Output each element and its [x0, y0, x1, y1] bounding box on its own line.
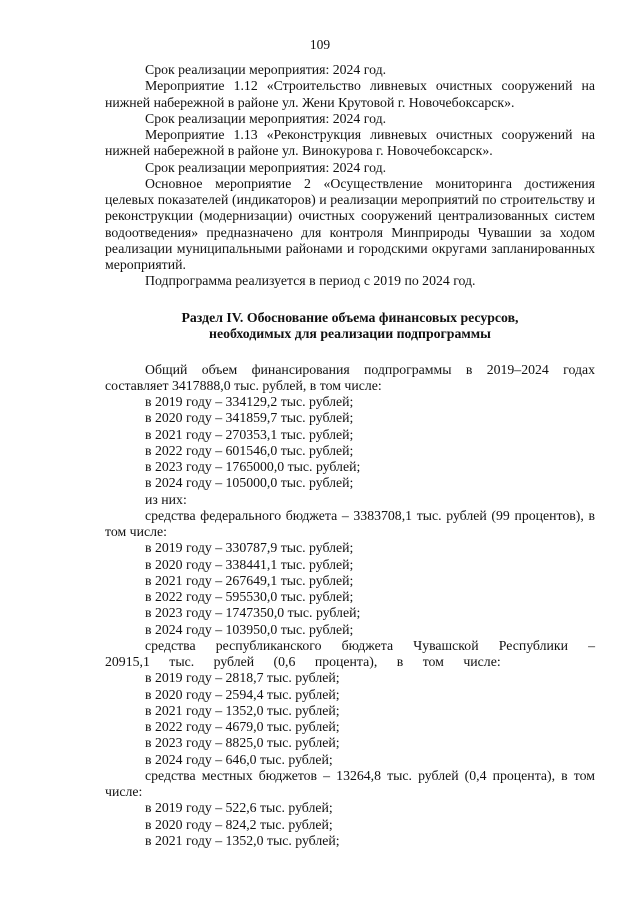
federal-year-2021: в 2021 году – 267649,1 тыс. рублей; — [145, 572, 354, 588]
local-year-2020: в 2020 году – 824,2 тыс. рублей; — [145, 816, 333, 832]
paragraph-measure-1-13: Мероприятие 1.13 «Реконструкция ливневых очистных сооружений на нижней набережной в районе ул. Винокурова г. Новочебоксарск». — [105, 127, 595, 159]
total-year-2023: в 2023 году – 1765000,0 тыс. рублей; — [145, 459, 361, 474]
republic-year-2021: в 2021 году – 1352,0 тыс. рублей; — [145, 702, 340, 718]
federal-year-2020: в 2020 году – 338441,1 тыс. рублей; — [145, 556, 354, 572]
section-heading — [105, 310, 595, 343]
total-year-2019: в 2019 году – 334129,2 тыс. рублей; — [145, 394, 354, 409]
local-year-2019: в 2019 году – 522,6 тыс. рублей; — [145, 800, 333, 816]
republic-year-2019: в 2019 году – 2818,7 тыс. рублей; — [145, 670, 340, 686]
federal-year-2019: в 2019 году – 330787,9 тыс. рублей; — [145, 540, 354, 556]
paragraph-main-measure-2: Основное мероприятие 2 «Осуществление мониторинга достижения целевых показателей (индикаторов) и реализации мероприятий по строительству и реконструкции (модернизации) очистных сооружений централизованных систем водоотведения» предназначено для контроля Минприроды Чувашии за ходом реализации муниципальными районами и городскими округами запланированных мероприятий. — [105, 175, 595, 272]
total-funding-intro: Общий объем финансирования подпрограммы в 2019–2024 годах составляет 3417888,0 тыс. рублей, в том числе: — [105, 361, 595, 393]
federal-year-2022: в 2022 году – 595530,0 тыс. рублей; — [145, 589, 354, 604]
federal-year-2024: в 2024 году – 103950,0 тыс. рублей; — [145, 621, 354, 637]
federal-year-2023: в 2023 году – 1747350,0 тыс. рублей; — [145, 605, 361, 621]
paragraph-measure-1-12: Мероприятие 1.12 «Строительство ливневых очистных сооружений на нижней набережной в районе ул. Жени Крутовой г. Новочебоксарск». — [105, 78, 595, 110]
republic-year-2020: в 2020 году – 2594,4 тыс. рублей; — [145, 686, 340, 702]
republic-year-2024: в 2024 году – 646,0 тыс. рублей; — [145, 751, 333, 767]
local-year-2021: в 2021 году – 1352,0 тыс. рублей; — [145, 832, 340, 848]
republic-year-2023: в 2023 году – 8825,0 тыс. рублей; — [145, 735, 340, 751]
republic-funding-intro: средства республиканского бюджета Чувашской Республики – 20915,1 тыс. рублей (0,6 процента), в том числе: — [105, 637, 595, 669]
total-year-2024: в 2024 году – 105000,0 тыс. рублей; — [145, 475, 354, 491]
paragraph-deadline-3: Срок реализации мероприятия: 2024 год. — [145, 159, 387, 175]
page-content — [105, 62, 595, 849]
total-year-2020: в 2020 году – 341859,7 тыс. рублей; — [145, 410, 354, 426]
paragraph-period: Подпрограмма реализуется в период с 2019 по 2024 год. — [145, 273, 476, 289]
section-heading-line-1: Раздел IV. Обоснование объема финансовых ресурсов, — [181, 309, 519, 325]
paragraph-deadline-2: Срок реализации мероприятия: 2024 год. — [145, 110, 387, 126]
page-number: 109 — [309, 37, 331, 52]
total-year-2021: в 2021 году – 270353,1 тыс. рублей; — [145, 426, 354, 442]
federal-funding-intro: средства федерального бюджета – 3383708,1 тыс. рублей (99 процентов), в том числе: — [105, 507, 595, 539]
republic-year-2022: в 2022 году – 4679,0 тыс. рублей; — [145, 719, 340, 734]
total-year-2022: в 2022 году – 601546,0 тыс. рублей; — [145, 442, 354, 458]
of-them-label: из них: — [145, 491, 187, 507]
section-heading-line-2: необходимых для реализации подпрограммы — [209, 326, 491, 341]
local-funding-intro: средства местных бюджетов – 13264,8 тыс. рублей (0,4 процента), в том числе: — [105, 767, 595, 799]
paragraph-deadline-1: Срок реализации мероприятия: 2024 год. — [145, 62, 387, 77]
